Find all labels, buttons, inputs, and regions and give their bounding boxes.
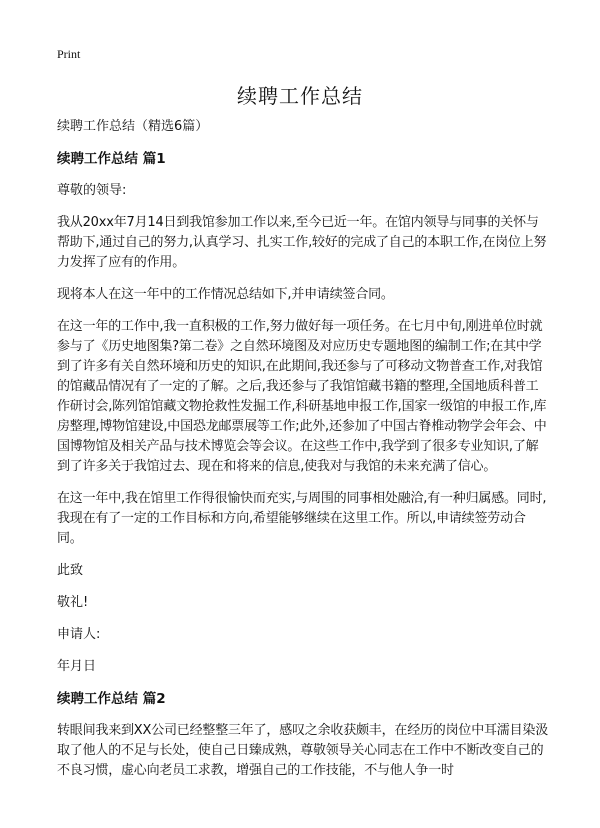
paragraph: 转眼间我来到XX公司已经整整三年了，感叹之余收获颇丰，在经历的岗位中耳濡目染汲取了他人的不足与长处，使自己日臻成熟，尊敬领导关心同志在工作中不断改变自己的不良习惯，虚心向老员工求教，增强自己的工作技能，不与他人争一时 xyxy=(57,723,549,778)
paragraph: 在这一年的工作中,我一直积极的工作,努力做好每一项任务。在七月中旬,刚进单位时就参与了《历史地图集?第二卷》之自然环境图及对应历史专题地图的编制工作;在其中学到了许多有关自然环境和历史的知识,在此期间,我还参与了可移动文物普查工作,对我馆的馆藏品情况有了一定的了解。之后,我还参与了我馆馆藏书籍的整理,全国地质科普工作研讨会,陈列馆馆藏文物抢救性发掘工作,科研基地申报工作,国家一级馆的申报工作,库房整理,博物馆建设,中国恐龙邮票展等工作;此外,还参加了中国古脊椎动物学会年会、中国博物馆及相关产品与技术博览会等会议。在这些工作中,我学到了很多专业知识,了解到了许多关于我馆过去、现在和将来的信息,使我对与我馆的未来充满了信心。 xyxy=(57,319,547,474)
date-label: 年月日 xyxy=(57,659,97,674)
applicant-label: 申请人: xyxy=(57,627,101,642)
paragraph: 在这一年中,我在馆里工作得很愉快而充实,与周围的同事相处融洽,有一种归属感。同时,我现在有了一定的工作目标和方向,希望能够继续在这里工作。所以,申请续签劳动合同。 xyxy=(57,491,547,546)
document-subtitle: 续聘工作总结（精选6篇） xyxy=(57,119,209,134)
section-heading-1: 续聘工作总结 篇1 xyxy=(57,151,166,167)
paragraph: 现将本人在这一年中的工作情况总结如下,并申请续签合同。 xyxy=(57,287,394,302)
paragraph: 我从20xx年7月14日到我馆参加工作以来,至今已近一年。在馆内领导与同事的关怀与帮助下,通过自己的努力,认真学习、扎实工作,较好的完成了自己的本职工作,在岗位上努力发挥了应有的作用。 xyxy=(57,215,547,270)
greeting: 尊敬的领导: xyxy=(57,183,127,198)
salute: 敬礼! xyxy=(57,595,89,610)
section-heading-2: 续聘工作总结 篇2 xyxy=(57,691,166,707)
document-body xyxy=(57,117,549,793)
print-label[interactable]: Print xyxy=(57,47,81,61)
page-title: 续聘工作总结 xyxy=(237,84,363,108)
closing: 此致 xyxy=(57,563,84,578)
